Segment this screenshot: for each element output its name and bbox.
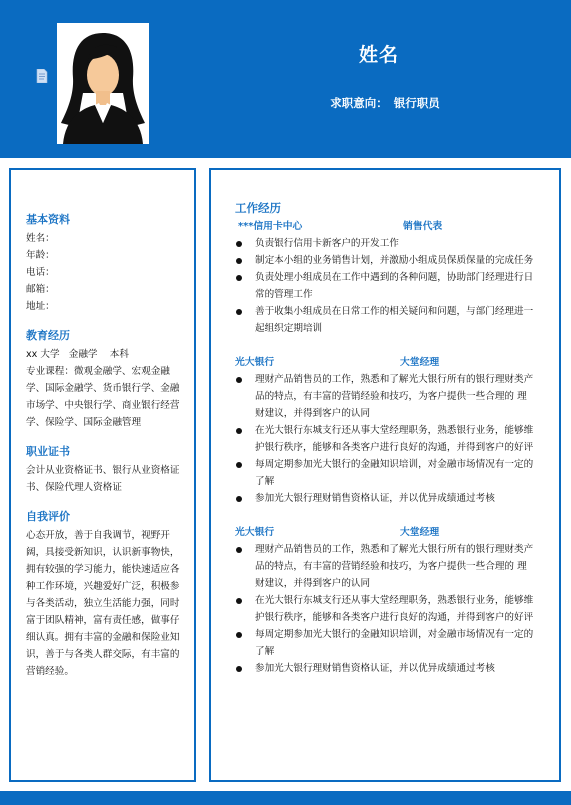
list-item: 在光大银行东城支行还从事大堂经理职务，熟悉银行业务，能够维护银行秩序，能够和各类客户进行良好的沟通，并得到客户的好评 bbox=[235, 422, 535, 456]
document-icon bbox=[36, 69, 48, 83]
list-item: 负责处理小组成员在工作中遇到的各种问题，协助部门经理进行日常的管理工作 bbox=[235, 269, 535, 303]
profile-photo bbox=[57, 23, 149, 144]
education-school: xx 大学 金融学 本科 bbox=[26, 349, 129, 360]
list-item: 善于收集小组成员在日常工作的相关疑问和问题，与部门经理进一起组织定期培训 bbox=[235, 303, 535, 337]
certificate-text: 会计从业资格证书、银行从业资格证书、保险代理人资格证 bbox=[26, 465, 180, 493]
job-header bbox=[235, 219, 535, 235]
job-objective-value: 银行职员 bbox=[393, 96, 440, 110]
candidate-name: 姓名 bbox=[358, 44, 399, 66]
list-item: 在光大银行东城支行还从事大堂经理职务，熟悉银行业务，能够维护银行秩序，能够和各类客户进行良好的沟通，并得到客户的好评 bbox=[235, 592, 535, 626]
list-item: 负责银行信用卡新客户的开发工作 bbox=[235, 235, 535, 252]
education-title: 教育经历 bbox=[26, 329, 70, 342]
list-item: 理财产品销售员的工作，熟悉和了解光大银行所有的银行理财类产品的特点，有丰富的营销经验和技巧，为客户提供一些合理的 理财建议，并得到客户的认同 bbox=[235, 371, 535, 422]
job-duties-list bbox=[235, 371, 535, 507]
job-company: 光大银行 bbox=[235, 527, 275, 538]
list-item: 每周定期参加光大银行的金融知识培训，对金融市场情况有一定的了解 bbox=[235, 626, 535, 660]
job-position: 大堂经理 bbox=[400, 357, 440, 368]
education-courses: 专业课程：微观金融学、宏观金融学、国际金融学、货币银行学、金融市场学、中央银行学、商业银行经营学、保险学、国际金融管理 bbox=[26, 366, 180, 428]
basic-name-row: 姓名： bbox=[26, 233, 55, 244]
certificate-title: 职业证书 bbox=[26, 445, 70, 458]
job-company: ***信用卡中心 bbox=[238, 221, 303, 232]
self-evaluation-title: 自我评价 bbox=[26, 510, 70, 523]
basic-email-row: 邮箱： bbox=[26, 284, 55, 295]
basic-age-row: 年龄： bbox=[26, 250, 55, 261]
left-content bbox=[26, 210, 186, 680]
list-item: 制定本小组的业务销售计划，并激励小组成员保质保量的完成任务 bbox=[235, 252, 535, 269]
job-header bbox=[235, 355, 535, 371]
work-experience-title: 工作经历 bbox=[235, 201, 281, 215]
job-position: 销售代表 bbox=[403, 221, 443, 232]
job-duties-list bbox=[235, 235, 535, 337]
list-item: 参加光大银行理财销售资格认证，并以优异成绩通过考核 bbox=[235, 660, 535, 677]
job-objective-label: 求职意向： bbox=[330, 96, 388, 110]
list-item: 理财产品销售员的工作，熟悉和了解光大银行所有的银行理财类产品的特点，有丰富的营销经验和技巧，为客户提供一些合理的 理财建议，并得到客户的认同 bbox=[235, 541, 535, 592]
self-evaluation-text: 心态开放，善于自我调节，视野开阔，具接受新知识，认识新事物快，拥有较强的学习能力，能快速适应各种工作环境，兴趣爱好广泛，积极参与各类活动，独立生活能力强，同时富于团队精神，富有责任感，做事仔细认真。拥有丰富的金融和保险业知识，善于与各类人群交际，有丰富的营销经验。 bbox=[26, 530, 180, 677]
job-company: 光大银行 bbox=[235, 357, 275, 368]
list-item: 每周定期参加光大银行的金融知识培训，对金融市场情况有一定的了解 bbox=[235, 456, 535, 490]
job-objective bbox=[300, 95, 470, 111]
basic-address-row: 地址： bbox=[26, 301, 55, 312]
work-experience-section bbox=[235, 197, 535, 677]
list-item: 参加光大银行理财销售资格认证，并以优异成绩通过考核 bbox=[235, 490, 535, 507]
basic-info-title: 基本资料 bbox=[26, 213, 70, 226]
footer-bar bbox=[0, 791, 571, 805]
job-header bbox=[235, 525, 535, 541]
basic-phone-row: 电话： bbox=[26, 267, 55, 278]
job-position: 大堂经理 bbox=[400, 527, 440, 538]
job-duties-list bbox=[235, 541, 535, 677]
